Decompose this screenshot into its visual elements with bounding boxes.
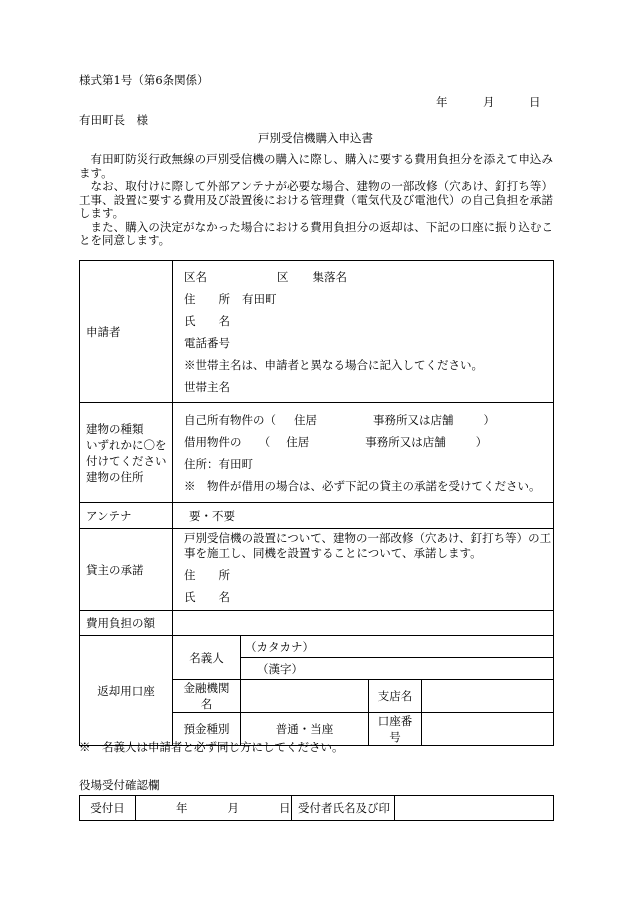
applicant-address-label: 住 所: [184, 291, 230, 306]
rented-property-label: 借用物件の （: [184, 434, 271, 449]
fee-row: [80, 611, 554, 636]
applicant-name-line[interactable]: [184, 310, 547, 332]
building-label: 建物の種類 いずれかに〇を 付けてください 建物の住所: [80, 403, 173, 503]
own-office-option[interactable]: 事務所又は店舗: [373, 412, 454, 427]
bank-label: 金融機関名: [173, 680, 241, 713]
applicant-row: [80, 261, 554, 403]
bank-name-field[interactable]: [241, 680, 369, 713]
holder-katakana-field[interactable]: [241, 636, 554, 658]
landlord-row: [80, 529, 554, 611]
holder-kanji-field[interactable]: [241, 658, 554, 680]
building-note: ※ 物件が借用の場合は、必ず下記の貸主の承諾を受けてください。: [184, 478, 541, 493]
deposit-type-option[interactable]: 普通・当座: [241, 713, 369, 746]
applicant-phone-line[interactable]: [184, 332, 547, 354]
fee-amount-field[interactable]: [173, 611, 554, 636]
reception-date-field[interactable]: 年 月 日: [136, 796, 292, 821]
landlord-consent-line-1: 戸別受信機の設置について、建物の一部改修（穴あけ、釘打ち等）の工: [184, 531, 552, 545]
form-number: 様式第1号（第6条関係）: [79, 73, 209, 87]
antenna-option[interactable]: 要・不要: [173, 503, 554, 529]
branch-name-field[interactable]: [422, 680, 554, 713]
rented-property-option[interactable]: 借用物件の （ 住居 事務所又は店舗 ）: [184, 434, 488, 449]
reception-section-title: 役場受付確認欄: [79, 778, 160, 792]
deposit-type-label: 預金種別: [173, 713, 241, 746]
building-fields: [173, 403, 554, 503]
body-paragraph-1: 有田町防災行政無線の戸別受信機の購入に際し、購入に要する費用負担分を添えて申込みます。: [79, 152, 553, 180]
landlord-fields: [173, 529, 554, 611]
building-row: [80, 403, 554, 503]
own-property-label: 自己所有物件の（: [184, 412, 276, 427]
district-label: 区名: [184, 269, 207, 284]
own-residence-option[interactable]: 住居: [294, 412, 317, 427]
landlord-address-label: 住 所: [184, 568, 230, 582]
applicant-label: 申請者: [80, 261, 173, 403]
fee-label: 費用負担の額: [80, 611, 173, 636]
landlord-name-label: 氏 名: [184, 590, 230, 604]
body-paragraph-3: また、購入の決定がなかった場合における費用負担分の返却は、下記の口座に振り込むことを同意します。: [79, 219, 553, 247]
rented-residence-option[interactable]: 住居: [286, 434, 310, 449]
antenna-row: [80, 503, 554, 529]
account-number-field[interactable]: [422, 713, 554, 746]
village-label: 集落名: [312, 269, 347, 284]
district-unit: 区: [277, 269, 289, 284]
branch-label: 支店名: [369, 680, 422, 713]
landlord-label: 貸主の承諾: [80, 529, 173, 611]
date-month-label: 月: [483, 95, 495, 109]
household-note: ※世帯主名は、申請者と異なる場合に記入してください。: [184, 357, 483, 372]
district-line[interactable]: [184, 266, 547, 288]
applicant-phone-label: 電話番号: [184, 335, 230, 350]
addressee: 有田町長 様: [79, 113, 148, 127]
form-title: 戸別受信機購入申込書: [258, 131, 373, 145]
body-text: [79, 153, 553, 248]
reception-table: [79, 795, 554, 821]
receiver-label: 受付者氏名及び印: [292, 796, 395, 821]
date-year-label: 年: [436, 95, 448, 109]
holder-label: 名義人: [173, 636, 241, 680]
landlord-address-line[interactable]: [184, 564, 547, 586]
application-table: [79, 260, 554, 746]
household-label: 世帯主名: [184, 379, 230, 394]
date-day-label: 日: [529, 95, 541, 109]
footnote: ※ 名義人は申請者と必ず同じ方にしてください。: [79, 740, 344, 754]
landlord-consent-line-2: 事を施工し、同機を設置することについて、承諾します。: [184, 546, 482, 560]
account-number-label: 口座番号: [369, 713, 422, 746]
reception-date-label: 受付日: [80, 796, 136, 821]
household-line[interactable]: [184, 376, 547, 398]
rented-office-option[interactable]: 事務所又は店舗: [365, 434, 446, 449]
applicant-address-value: 有田町: [242, 291, 277, 306]
body-paragraph-2: なお、取付けに際して外部アンテナが必要な場合、建物の一部改修（穴あけ、釘打ち等）工事、設置に要する費用及び設置後における管理費（電気代及び電池代）の自己負担を承諾します。: [79, 179, 553, 220]
landlord-name-line[interactable]: [184, 586, 547, 608]
building-address-line[interactable]: 住所：有田町: [184, 456, 253, 471]
own-property-option[interactable]: 自己所有物件の（ 住居 事務所又は店舗 ）: [184, 412, 495, 427]
kanji-label: （漢字）: [257, 661, 303, 676]
refund-holder-katakana-row: [80, 636, 554, 658]
applicant-fields: [173, 261, 554, 403]
katakana-label: （カタカナ）: [245, 639, 314, 654]
applicant-name-label: 氏 名: [184, 313, 230, 328]
applicant-address-line[interactable]: [184, 288, 547, 310]
antenna-label: アンテナ: [80, 503, 173, 529]
reception-row: [80, 796, 554, 821]
refund-label: 返却用口座: [80, 636, 173, 746]
receiver-signature-field[interactable]: [395, 796, 554, 821]
